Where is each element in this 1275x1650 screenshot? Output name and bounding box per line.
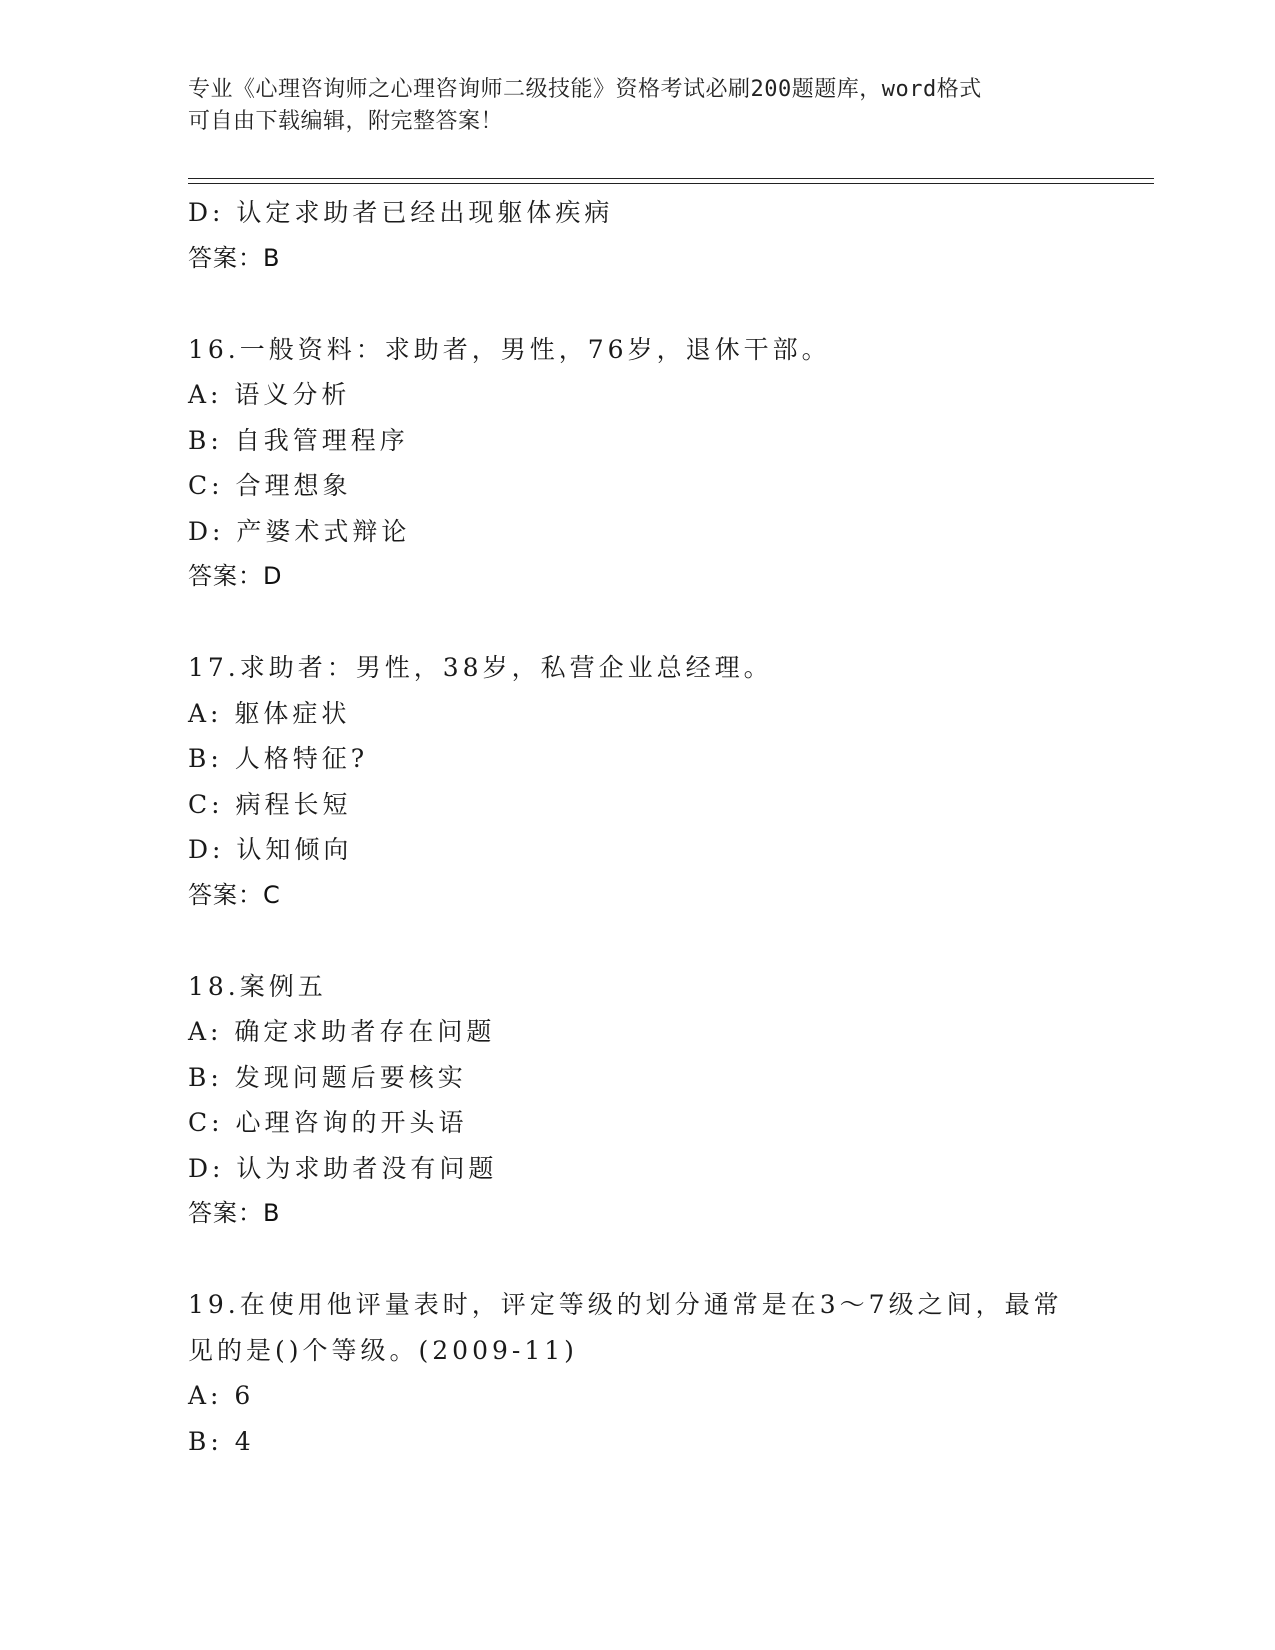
option-c: C: 病程长短 bbox=[188, 789, 352, 819]
header-rule-top bbox=[188, 178, 1154, 179]
question-stem: 16.一般资料：求助者，男性，76岁，退休干部。 bbox=[188, 334, 831, 364]
header-rule-bottom bbox=[188, 183, 1154, 184]
option-b: B: 人格特征? bbox=[188, 744, 369, 773]
option-a: A: 6 bbox=[188, 1381, 255, 1410]
option-d: D: 认为求助者没有问题 bbox=[188, 1153, 498, 1183]
header-line-2: 可自由下载编辑，附完整答案！ bbox=[188, 109, 504, 134]
question-stem: 18.案例五 bbox=[188, 971, 327, 1001]
answer-line: 答案：C bbox=[188, 880, 281, 909]
option-b: B: 4 bbox=[188, 1426, 255, 1456]
spacer bbox=[188, 600, 1088, 646]
option-a: A: 确定求助者存在问题 bbox=[188, 1017, 496, 1046]
spacer bbox=[188, 918, 1088, 964]
question-item bbox=[188, 964, 1088, 1237]
option-d: D: 认定求助者已经出现躯体疾病 bbox=[188, 198, 614, 227]
spacer bbox=[188, 281, 1088, 327]
question-stem: 17.求助者：男性，38岁，私营企业总经理。 bbox=[188, 653, 773, 682]
header-line-1: 专业《心理咨询师之心理咨询师二级技能》资格考试必刷200题题库，word格式 bbox=[188, 77, 982, 102]
answer-line: 答案：B bbox=[188, 1199, 281, 1227]
document-header bbox=[188, 74, 1088, 138]
question-list bbox=[188, 190, 1088, 1464]
question-stem: 19.在使用他评量表时，评定等级的划分通常是在3～7级之间，最常 bbox=[188, 1290, 1063, 1319]
answer-line: 答案：D bbox=[188, 562, 283, 590]
option-c: C: 合理想象 bbox=[188, 471, 352, 500]
question-item bbox=[188, 327, 1088, 600]
spacer bbox=[188, 1237, 1088, 1283]
option-a: A: 语义分析 bbox=[188, 380, 351, 409]
option-d: D: 认知倾向 bbox=[188, 835, 353, 864]
question-item bbox=[188, 645, 1088, 918]
option-b: B: 自我管理程序 bbox=[188, 425, 409, 455]
option-d: D: 产婆术式辩论 bbox=[188, 516, 411, 546]
option-c: C: 心理咨询的开头语 bbox=[188, 1108, 468, 1137]
option-b: B: 发现问题后要核实 bbox=[188, 1062, 467, 1092]
option-a: A: 躯体症状 bbox=[188, 698, 351, 728]
question-stem-continued: 见的是()个等级。(2009-11) bbox=[188, 1335, 578, 1365]
question-item bbox=[188, 1282, 1088, 1464]
answer-line: 答案：B bbox=[188, 243, 281, 272]
